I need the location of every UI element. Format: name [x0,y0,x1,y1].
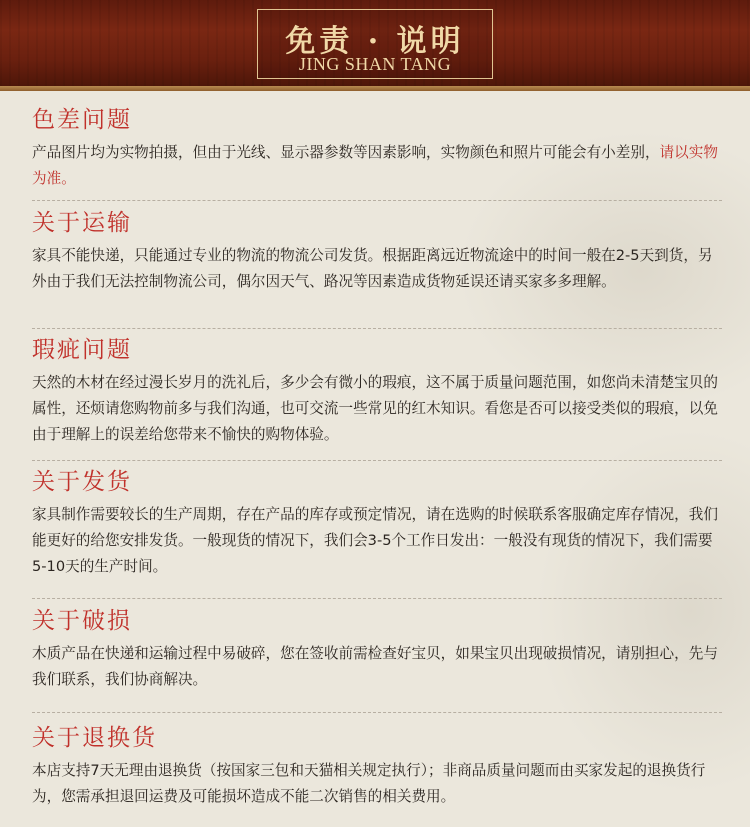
section-divider [32,460,722,461]
section-title: 色差问题 [32,107,132,133]
section-title: 瑕疵问题 [32,337,132,363]
section-returns [32,723,722,810]
section-divider [32,712,722,713]
section-shipping-transport [32,208,722,295]
highlight-text: 请以实物为准。 [32,144,718,187]
section-body: 木质产品在快递和运输过程中易破碎，您在签收前需检查好宝贝，如果宝贝出现破损情况，请别担心，先与我们联系，我们协商解决。 [32,645,718,688]
header-banner [0,0,750,86]
section-divider [32,328,722,329]
section-title: 关于运输 [32,210,132,236]
section-body: 天然的木材在经过漫长岁月的洗礼后，多少会有微小的瑕痕，这不属于质量问题范围，如您尚未清楚宝贝的属性，还烦请您购物前多与我们沟通，也可交流一些常见的红木知识。看您是否可以接受类似的瑕痕，以免由于理解上的误差给您带来不愉快的购物体验。 [32,374,718,443]
section-delivery [32,467,722,580]
section-body: 家具制作需要较长的生产周期，存在产品的库存或预定情况，请在选购的时候联系客服确定库存情况，我们能更好的给您安排发货。一般现货的情况下，我们会3-5个工作日发出：一般没有现货的情况下，我们需要5-10天的生产时间。 [32,506,718,575]
section-body: 家具不能快递，只能通过专业的物流的物流公司发货。根据距离远近物流途中的时间一般在2-5天到货，另外由于我们无法控制物流公司，偶尔因天气、路况等因素造成货物延误还请买家多多理解。 [32,247,713,290]
section-title: 关于破损 [32,608,132,634]
section-damage [32,606,722,693]
title-frame [257,9,493,79]
section-color-difference [32,105,722,192]
page-title: 免责 · 说明 [285,24,465,59]
disclaimer-content [0,91,750,827]
section-body: 产品图片均为实物拍摄，但由于光线、显示器参数等因素影响，实物颜色和照片可能会有小差别，请以实物为准。 [32,144,718,187]
section-title: 关于退换货 [32,725,157,751]
section-defects [32,335,722,448]
section-body: 本店支持7天无理由退换货（按国家三包和天猫相关规定执行）；非商品质量问题而由买家发起的退换货行为，您需承担退回运费及可能损坏造成不能二次销售的相关费用。 [32,762,706,805]
brand-subtitle: JING SHAN TANG [298,54,452,74]
section-title: 关于发货 [32,469,132,495]
section-divider [32,200,722,201]
section-divider [32,598,722,599]
